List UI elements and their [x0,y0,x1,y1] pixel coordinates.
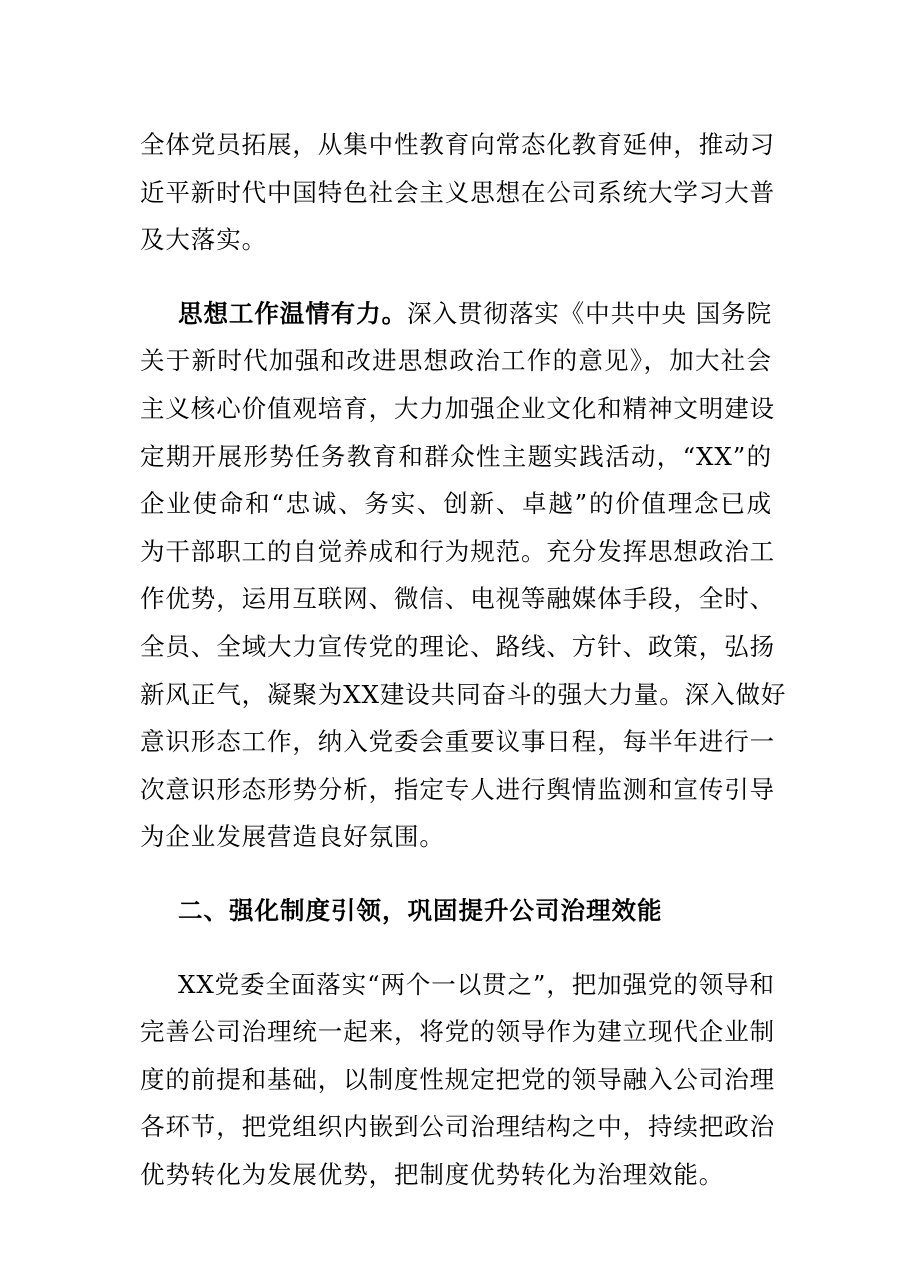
paragraph-continuation [140,121,775,264]
text-line: 企业使命和“忠诚、务实、创新、卓越”的价值理念已成 [140,489,772,519]
text-line: 主义核心价值观培育，大力加强企业文化和精神文明建设 [140,393,775,423]
document-page [140,121,787,1198]
text-line: 意识形态工作，纳入党委会重要议事日程，每半年进行一 [140,727,775,757]
text-line: 优势转化为发展优势，把制度优势转化为治理效能。 [140,1159,725,1189]
text-line: 定期开展形势任务教育和群众性主题实践活动，“XX”的 [140,441,772,471]
text-line: 新风正气，凝聚为XX建设共同奋斗的强大力量。深入做好 [140,679,787,709]
paragraph-lead: 思想工作温情有力。 [178,298,408,328]
text-line: 近平新时代中国特色社会主义思想在公司系统大学习大普 [140,177,775,207]
text-line: 完善公司治理统一起来，将党的领导作为建立现代企业制 [140,1017,775,1047]
section-heading: 二、强化制度引领，巩固提升公司治理效能 [178,895,663,925]
paragraph-corporate-governance [140,961,775,1199]
text-line: 度的前提和基础，以制度性规定把党的领导融入公司治理 [140,1064,775,1094]
text-line: 次意识形态形势分析，指定专人进行舆情监测和宣传引导 [140,774,775,804]
text-line [140,290,772,338]
text-line: 全体党员拓展，从集中性教育向常态化教育延伸，推动习 [140,130,775,159]
paragraph-lead-rest: 深入贯彻落实《中共中央 国务院 [407,298,772,328]
text-line: XX党委全面落实“两个一以贯之”，把加强党的领导和 [178,969,775,999]
text-line: 作优势，运用互联网、微信、电视等融媒体手段，全时、 [140,584,775,614]
paragraph-ideological-work [140,290,787,861]
text-line: 及大落实。 [140,225,267,255]
text-line: 各环节，把党组织内嵌到公司治理结构之中，持续把政治 [140,1112,775,1142]
text-line: 全员、全域大力宣传党的理论、路线、方针、政策，弘扬 [140,631,775,661]
text-line: 关于新时代加强和改进思想政治工作的意见》，加大社会 [140,346,772,376]
text-line: 为干部职工的自觉养成和行为规范。充分发挥思想政治工 [140,536,775,566]
text-line: 为企业发展营造良好氛围。 [140,822,445,852]
